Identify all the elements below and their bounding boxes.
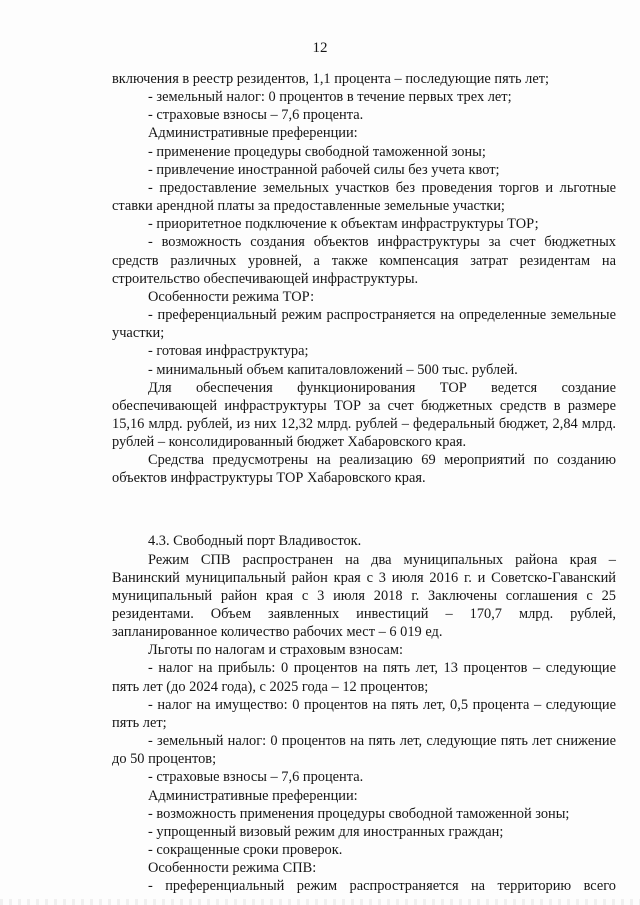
paragraph: Особенности режима СПВ: [148, 860, 317, 877]
paragraph-gap [112, 502, 616, 518]
paragraph: - налог на прибыль: 0 процентов на пять лет, 13 процентов – следующие пять лет (до 2024 года), с 2025 года – 12 процентов; [112, 660, 616, 695]
paragraph: Административные преференции: [148, 787, 358, 804]
paragraph: Административные преференции: [148, 125, 358, 142]
paragraph: - страховые взносы – 7,6 процента. [148, 769, 364, 786]
paragraph: Для обеспечения функционирования ТОР ведется создание обеспечивающей инфраструктуры ТОР за счет бюджетных средств в размере 15,16 млрд. рублей, из них 12,32 млрд. рублей – федеральный бюджет, 2,84 млрд. рублей – консолидированный бюджет Хабаровского края. [112, 379, 616, 451]
paragraph: - преференциальный режим распространяется на определенные земельные участки; [112, 307, 616, 342]
paragraph: - минимальный объем капиталовложений – 500 тыс. рублей. [148, 361, 518, 378]
paragraph: - возможность создания объектов инфраструктуры за счет бюджетных средств различных уровней, а также компенсация затрат резидентам на строительство обеспечивающей инфраструктуры. [112, 234, 616, 287]
paragraph: - упрощенный визовый режим для иностранных граждан; [148, 823, 504, 840]
paragraph: - привлечение иностранной рабочей силы без учета квот; [148, 161, 500, 178]
paragraph: - готовая инфраструктура; [148, 343, 309, 360]
paragraph: 4.3. Свободный порт Владивосток. [148, 533, 362, 550]
paragraph: Особенности режима ТОР: [148, 288, 315, 305]
paragraph: - приоритетное подключение к объектам инфраструктуры ТОР; [148, 216, 539, 233]
paragraph: - применение процедуры свободной таможенной зоны; [148, 143, 486, 160]
paragraph: включения в реестр резидентов, 1,1 процента – последующие пять лет; [112, 71, 550, 87]
paragraph: Режим СПВ распространен на два муниципальных района края – Ванинский муниципальный район края с 3 июля 2016 г. и Советско-Гаванский муниципальный район края с 3 июля 2018 г. Заключены соглашения с 25 резидентами. Объем заявленных инвестиций – 170,7 млрд. рублей, запланированное количество рабочих мест – 6 019 ед. [112, 551, 616, 641]
paragraph: - сокращенные сроки проверок. [148, 842, 343, 859]
scan-edge-artifact [0, 899, 640, 905]
paragraph: - преференциальный режим распространяется на территорию всего [148, 878, 616, 895]
paragraph: - страховые взносы – 7,6 процента. [148, 107, 364, 124]
paragraph: - налог на имущество: 0 процентов на пять лет, 0,5 процента – следующие пять лет; [112, 696, 616, 731]
document-body [112, 70, 616, 896]
paragraph: - земельный налог: 0 процентов на пять лет, следующие пять лет снижение до 50 процентов; [112, 733, 616, 768]
paragraph: - предоставление земельных участков без проведения торгов и льготные ставки арендной платы за предоставленные земельные участки; [112, 179, 616, 215]
paragraph: Льготы по налогам и страховым взносам: [148, 642, 404, 659]
page-number: 12 [312, 40, 328, 56]
paragraph: - земельный налог: 0 процентов в течение первых трех лет; [148, 89, 512, 106]
paragraph: Средства предусмотрены на реализацию 69 мероприятий по созданию объектов инфраструктуры ТОР Хабаровского края. [112, 452, 616, 487]
paragraph: - возможность применения процедуры свободной таможенной зоны; [148, 805, 570, 822]
